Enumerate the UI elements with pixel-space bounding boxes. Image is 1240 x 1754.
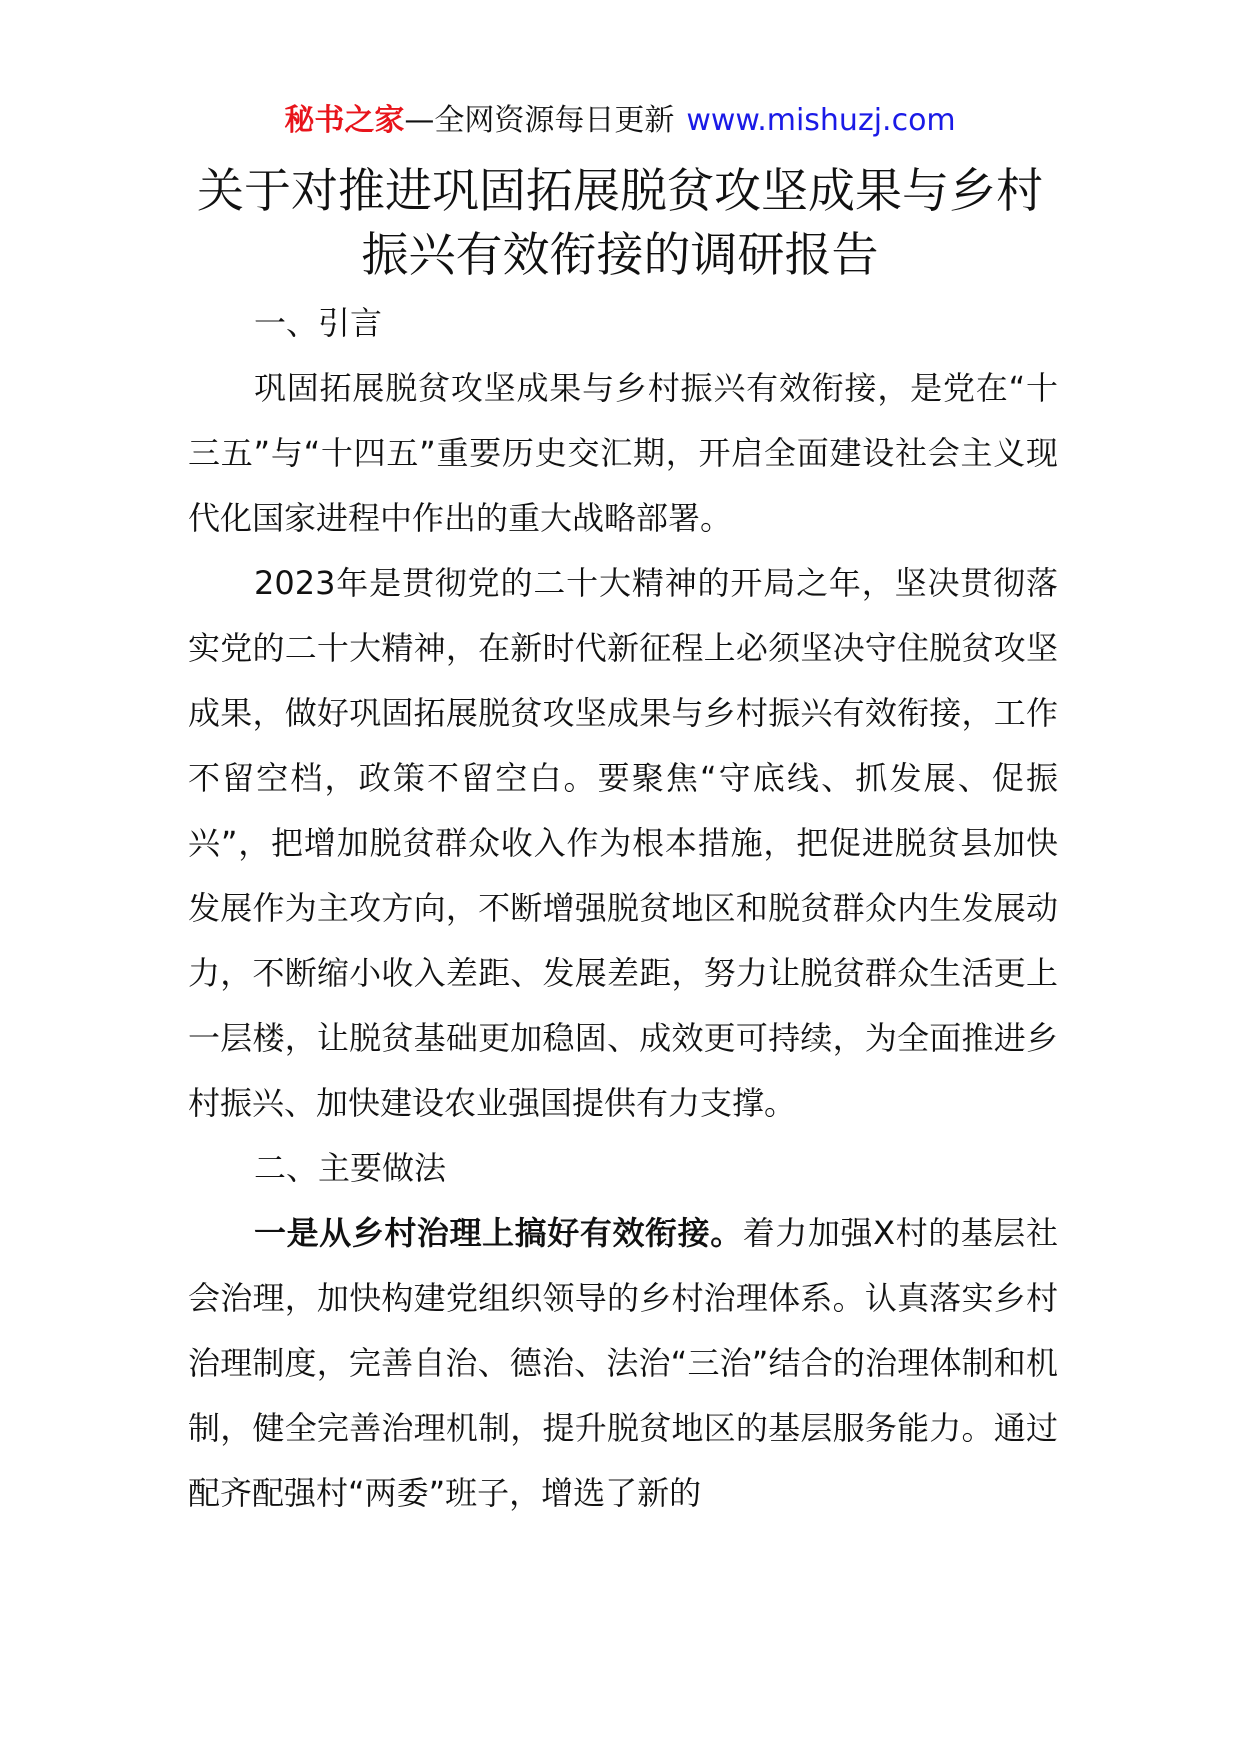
- document-body: [188, 291, 1058, 1526]
- site-banner: [0, 100, 1240, 142]
- paragraph-3-lead: 一是从乡村治理上搞好有效衔接。: [254, 1214, 743, 1252]
- paragraph-2: 2023年是贯彻党的二十大精神的开局之年，坚决贯彻落实党的二十大精神，在新时代新征程上必须坚决守住脱贫攻坚成果，做好巩固拓展脱贫攻坚成果与乡村振兴有效衔接，工作不留空档，政策不留空白。要聚焦“守底线、抓发展、促振兴”，把增加脱贫群众收入作为根本措施，把促进脱贫县加快发展作为主攻方向，不断增强脱贫地区和脱贫群众内生发展动力，不断缩小收入差距、发展差距，努力让脱贫群众生活更上一层楼，让脱贫基础更加稳固、成效更可持续，为全面推进乡村振兴、加快建设农业强国提供有力支撑。: [188, 564, 1058, 1122]
- paragraph-1: 巩固拓展脱贫攻坚成果与乡村振兴有效衔接，是党在“十三五”与“十四五”重要历史交汇期，开启全面建设社会主义现代化国家进程中作出的重大战略部署。: [188, 369, 1058, 537]
- section-heading-main-practices: 二、主要做法: [254, 1149, 447, 1187]
- paragraph-3-body: 着力加强X村的基层社会治理，加快构建党组织领导的乡村治理体系。认真落实乡村治理制度，完善自治、德治、法治“三治”结合的治理体制和机制，健全完善治理机制，提升脱贫地区的基层服务能力。通过配齐配强村“两委”班子，增选了新的: [188, 1214, 1058, 1512]
- title-line-2: 振兴有效衔接的调研报告: [361, 228, 879, 283]
- section-heading-introduction: 一、引言: [254, 304, 383, 342]
- document-title: [0, 160, 1240, 288]
- brand-name: 秘书之家: [284, 103, 405, 138]
- banner-slogan: —全网资源每日更新: [404, 103, 675, 138]
- banner-url[interactable]: www.mishuzj.com: [686, 103, 956, 138]
- title-line-1: 关于对推进巩固拓展脱贫攻坚成果与乡村: [197, 164, 1043, 219]
- paragraph-3: [188, 1201, 1058, 1526]
